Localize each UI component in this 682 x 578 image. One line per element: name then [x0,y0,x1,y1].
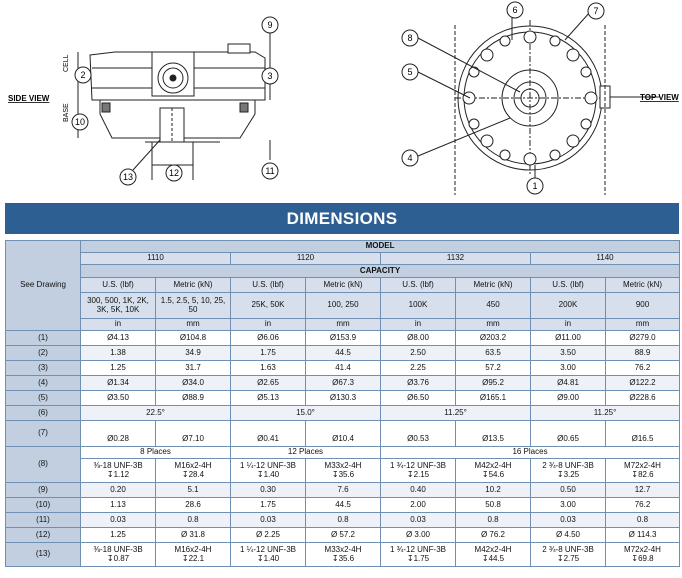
drawing-ref: (6) [6,406,81,421]
thread-size: M33x2-4H [324,460,362,470]
dimension-value: 0.8 [156,513,231,528]
table-row [6,361,680,376]
dimension-value: 0.40 [381,483,456,498]
thread-depth: ↧1.40 [256,469,280,479]
dim-unit: mm [456,319,531,331]
table-row [6,543,680,567]
dimension-value: Ø0.28 [81,421,156,447]
thread-depth: ↧2.75 [556,553,580,563]
table-row [6,498,680,513]
callout-3 [262,68,278,84]
dimension-value: Ø10.4 [306,421,381,447]
table-row [6,513,680,528]
places-count: 16 Places [381,447,680,459]
dimension-value: Ø9.00 [531,391,606,406]
table-row [6,376,680,391]
thread-size: ⅜-18 UNF-3B [93,460,143,470]
dimension-value: 0.8 [606,513,680,528]
capacity-value: 25K, 50K [231,293,306,319]
dimension-value: Ø 31.8 [156,528,231,543]
thread-depth: ↧3.25 [556,469,580,479]
callout-13 [120,169,136,185]
table-body [6,241,680,567]
dim-unit: mm [306,319,381,331]
dimension-value: Ø228.6 [606,391,680,406]
dim-unit: in [381,319,456,331]
dimension-value: Ø67.3 [306,376,381,391]
dimension-value: Ø11.00 [531,331,606,346]
thread-size: 2 ¾-8 UNF-3B [542,460,594,470]
angle-value: 11.25° [531,406,680,421]
dimension-value: 2.00 [381,498,456,513]
table-row [6,528,680,543]
svg-text:11: 11 [265,166,275,176]
thread-depth: ↧69.8 [631,553,654,563]
dimension-value: 1.25 [81,361,156,376]
dimension-value: Ø153.9 [306,331,381,346]
dimension-value: 12.7 [606,483,680,498]
dimension-value: 0.20 [81,483,156,498]
svg-text:9: 9 [267,20,273,30]
see-drawing-header: See Drawing [6,241,81,331]
top-view-label: TOP VIEW [640,93,679,102]
callout-12 [166,165,182,181]
thread-size: M42x2-4H [474,544,512,554]
unit-header: U.S. (lbf) [531,278,606,293]
table-row [6,421,680,447]
dimension-value: Ø279.0 [606,331,680,346]
svg-text:3: 3 [267,71,273,81]
dimension-value: Ø130.3 [306,391,381,406]
angle-value: 15.0° [231,406,381,421]
dimension-value: 44.5 [306,498,381,513]
svg-text:5: 5 [407,67,413,77]
model-header: MODEL [81,241,680,253]
dim-unit: in [231,319,306,331]
dimension-value: 76.2 [606,361,680,376]
dimension-value: 0.03 [81,513,156,528]
thread-depth: ↧1.12 [106,469,130,479]
drawing-ref: (10) [6,498,81,513]
dimension-value: 1.75 [231,346,306,361]
thread-spec [81,543,156,567]
model-1132: 1132 [381,253,531,265]
dimension-value: 2.50 [381,346,456,361]
capacity-value: 300, 500, 1K, 2K, 3K, 5K, 10K [81,293,156,319]
thread-size: 1 ¾-12 UNF-3B [389,544,447,554]
capacity-value: 1.5, 2.5, 5, 10, 25, 50 [156,293,231,319]
drawing-ref: (3) [6,361,81,376]
thread-size: M42x2-4H [474,460,512,470]
angle-value: 22.5° [81,406,231,421]
callout-5 [402,64,418,80]
capacity-header: CAPACITY [81,265,680,278]
callout-10 [72,114,88,130]
thread-spec [456,543,531,567]
dimension-value: Ø34.0 [156,376,231,391]
thread-spec [531,459,606,483]
dimension-value: 3.50 [531,346,606,361]
thread-spec [156,543,231,567]
dimension-value: Ø3.50 [81,391,156,406]
base-label: BASE [63,103,70,122]
dimension-value: Ø2.65 [231,376,306,391]
drawing-ref: (8) [6,447,81,483]
dimension-value: Ø4.13 [81,331,156,346]
dimension-value: 3.00 [531,361,606,376]
capacity-value: 100, 250 [306,293,381,319]
thread-depth: ↧35.6 [331,553,355,563]
dimension-value: Ø6.06 [231,331,306,346]
svg-text:7: 7 [593,6,599,16]
thread-size: M16x2-4H [174,460,212,470]
drawing-ref: (9) [6,483,81,498]
drawing-ref: (11) [6,513,81,528]
thread-size: 1 ¾-12 UNF-3B [389,460,447,470]
thread-spec [306,543,381,567]
dimension-value: 76.2 [606,498,680,513]
svg-text:6: 6 [512,5,518,15]
places-count: 8 Places [81,447,231,459]
model-1110: 1110 [81,253,231,265]
thread-size: M16x2-4H [174,544,212,554]
unit-header: Metric (kN) [156,278,231,293]
thread-spec [231,459,306,483]
unit-header: Metric (kN) [306,278,381,293]
dimension-value: 2.25 [381,361,456,376]
drawing-svg [0,0,682,200]
dimension-value: Ø165.1 [456,391,531,406]
thread-spec [606,459,680,483]
capacity-value: 200K [531,293,606,319]
thread-size: M72x2-4H [624,460,661,470]
dimension-value: 1.63 [231,361,306,376]
dim-unit: in [81,319,156,331]
unit-header: Metric (kN) [456,278,531,293]
capacity-values-row [6,293,680,319]
places-count: 12 Places [231,447,381,459]
model-numbers-row [6,253,680,265]
dimension-value: Ø16.5 [606,421,680,447]
dimension-value: Ø122.2 [606,376,680,391]
dimension-value: Ø95.2 [456,376,531,391]
capacity-value: 450 [456,293,531,319]
drawing-ref: (2) [6,346,81,361]
dimension-value: Ø1.34 [81,376,156,391]
dimension-value: 1.13 [81,498,156,513]
dimension-value: 41.4 [306,361,381,376]
dimension-value: Ø5.13 [231,391,306,406]
thread-spec [606,543,680,567]
dimension-value: Ø 2.25 [231,528,306,543]
thread-depth: ↧2.15 [406,469,430,479]
side-view-label: SIDE VIEW [8,94,50,103]
unit-header: U.S. (lbf) [231,278,306,293]
technical-drawing [0,0,682,200]
unit-header: U.S. (lbf) [381,278,456,293]
dimension-value: 0.8 [306,513,381,528]
table-row [6,331,680,346]
unit-header: Metric (kN) [606,278,680,293]
dimension-value: Ø4.81 [531,376,606,391]
dimension-value: Ø104.8 [156,331,231,346]
dimension-value: 0.03 [231,513,306,528]
thread-size: M33x2-4H [324,544,362,554]
thread-spec [231,543,306,567]
dimension-value: 0.50 [531,483,606,498]
dimension-value: 28.6 [156,498,231,513]
table-row [6,346,680,361]
dimension-value: 57.2 [456,361,531,376]
dimension-value: Ø3.76 [381,376,456,391]
dimension-value: 1.25 [81,528,156,543]
dimension-value: 3.00 [531,498,606,513]
dimension-value: 0.03 [381,513,456,528]
drawing-ref: (13) [6,543,81,567]
dimension-value: 44.5 [306,346,381,361]
dimension-value: Ø7.10 [156,421,231,447]
dimension-value: Ø 76.2 [456,528,531,543]
dimension-value: Ø 114.3 [606,528,680,543]
dimension-value: Ø 3.00 [381,528,456,543]
dimension-value: 50.8 [456,498,531,513]
drawing-ref: (5) [6,391,81,406]
dimension-value: 34.9 [156,346,231,361]
svg-text:2: 2 [80,70,86,80]
dim-unit: mm [156,319,231,331]
thread-spec [81,459,156,483]
callout-6 [507,2,523,18]
svg-text:13: 13 [122,172,134,182]
dimension-value: 5.1 [156,483,231,498]
thread-size: ⅜-18 UNF-3B [93,544,143,554]
dimension-value: Ø 57.2 [306,528,381,543]
svg-text:12: 12 [168,168,180,178]
dimension-value: 0.03 [531,513,606,528]
dimension-value: Ø 4.50 [531,528,606,543]
callout-4 [402,150,418,166]
dimensions-table [5,240,680,567]
model-1120: 1120 [231,253,381,265]
dimension-value: 0.8 [456,513,531,528]
callout-8 [402,30,418,46]
dimension-value: 1.75 [231,498,306,513]
thread-spec [456,459,531,483]
dimension-value: Ø88.9 [156,391,231,406]
thread-depth: ↧0.87 [106,553,130,563]
dimension-value: 1.38 [81,346,156,361]
dimension-value: Ø0.53 [381,421,456,447]
thread-spec [381,459,456,483]
dimension-value: 88.9 [606,346,680,361]
dimension-value: 31.7 [156,361,231,376]
thread-depth: ↧1.40 [256,553,280,563]
dimension-value: 63.5 [456,346,531,361]
thread-depth: ↧22.1 [181,553,205,563]
dimension-value: Ø13.5 [456,421,531,447]
thread-depth: ↧82.6 [631,469,654,479]
table-row [6,459,680,483]
table-row [6,447,680,459]
cell-label: CELL [63,54,70,72]
thread-spec [531,543,606,567]
callout-1 [527,178,543,194]
capacity-value: 100K [381,293,456,319]
svg-text:10: 10 [74,117,86,127]
thread-spec [156,459,231,483]
thread-depth: ↧44.5 [481,553,505,563]
units-row [6,278,680,293]
thread-depth: ↧35.6 [331,469,355,479]
dim-unit: in [531,319,606,331]
dimension-value: Ø203.2 [456,331,531,346]
svg-text:4: 4 [407,153,413,163]
unit-header: U.S. (lbf) [81,278,156,293]
drawing-ref: (1) [6,331,81,346]
table-row [6,406,680,421]
thread-size: M72x2-4H [624,544,661,554]
model-1140: 1140 [531,253,680,265]
thread-size: 1 ¼-12 UNF-3B [239,460,297,470]
thread-size: 2 ¾-8 UNF-3B [542,544,594,554]
svg-text:8: 8 [407,33,413,43]
drawing-ref: (4) [6,376,81,391]
table-row [6,391,680,406]
thread-depth: ↧54.6 [481,469,505,479]
thread-size: 1 ¼-12 UNF-3B [239,544,297,554]
dimension-value: Ø8.00 [381,331,456,346]
callout-2 [75,67,91,83]
capacity-value: 900 [606,293,680,319]
thread-depth: ↧28.4 [181,469,205,479]
dimensions-banner: DIMENSIONS [5,203,679,234]
callout-7 [588,3,604,19]
dim-unit: mm [606,319,680,331]
table-row [6,483,680,498]
angle-value: 11.25° [381,406,531,421]
drawing-ref: (7) [6,421,81,447]
drawing-ref: (12) [6,528,81,543]
callout-9 [262,17,278,33]
callout-11 [262,163,278,179]
dimension-value: Ø0.65 [531,421,606,447]
thread-spec [381,543,456,567]
dimension-value: Ø6.50 [381,391,456,406]
dimension-value: 0.30 [231,483,306,498]
svg-text:1: 1 [532,181,538,191]
thread-depth: ↧1.75 [406,553,430,563]
dimension-value: 7.6 [306,483,381,498]
thread-spec [306,459,381,483]
dimension-value: 10.2 [456,483,531,498]
dim-units-row [6,319,680,331]
dimension-value: Ø0.41 [231,421,306,447]
